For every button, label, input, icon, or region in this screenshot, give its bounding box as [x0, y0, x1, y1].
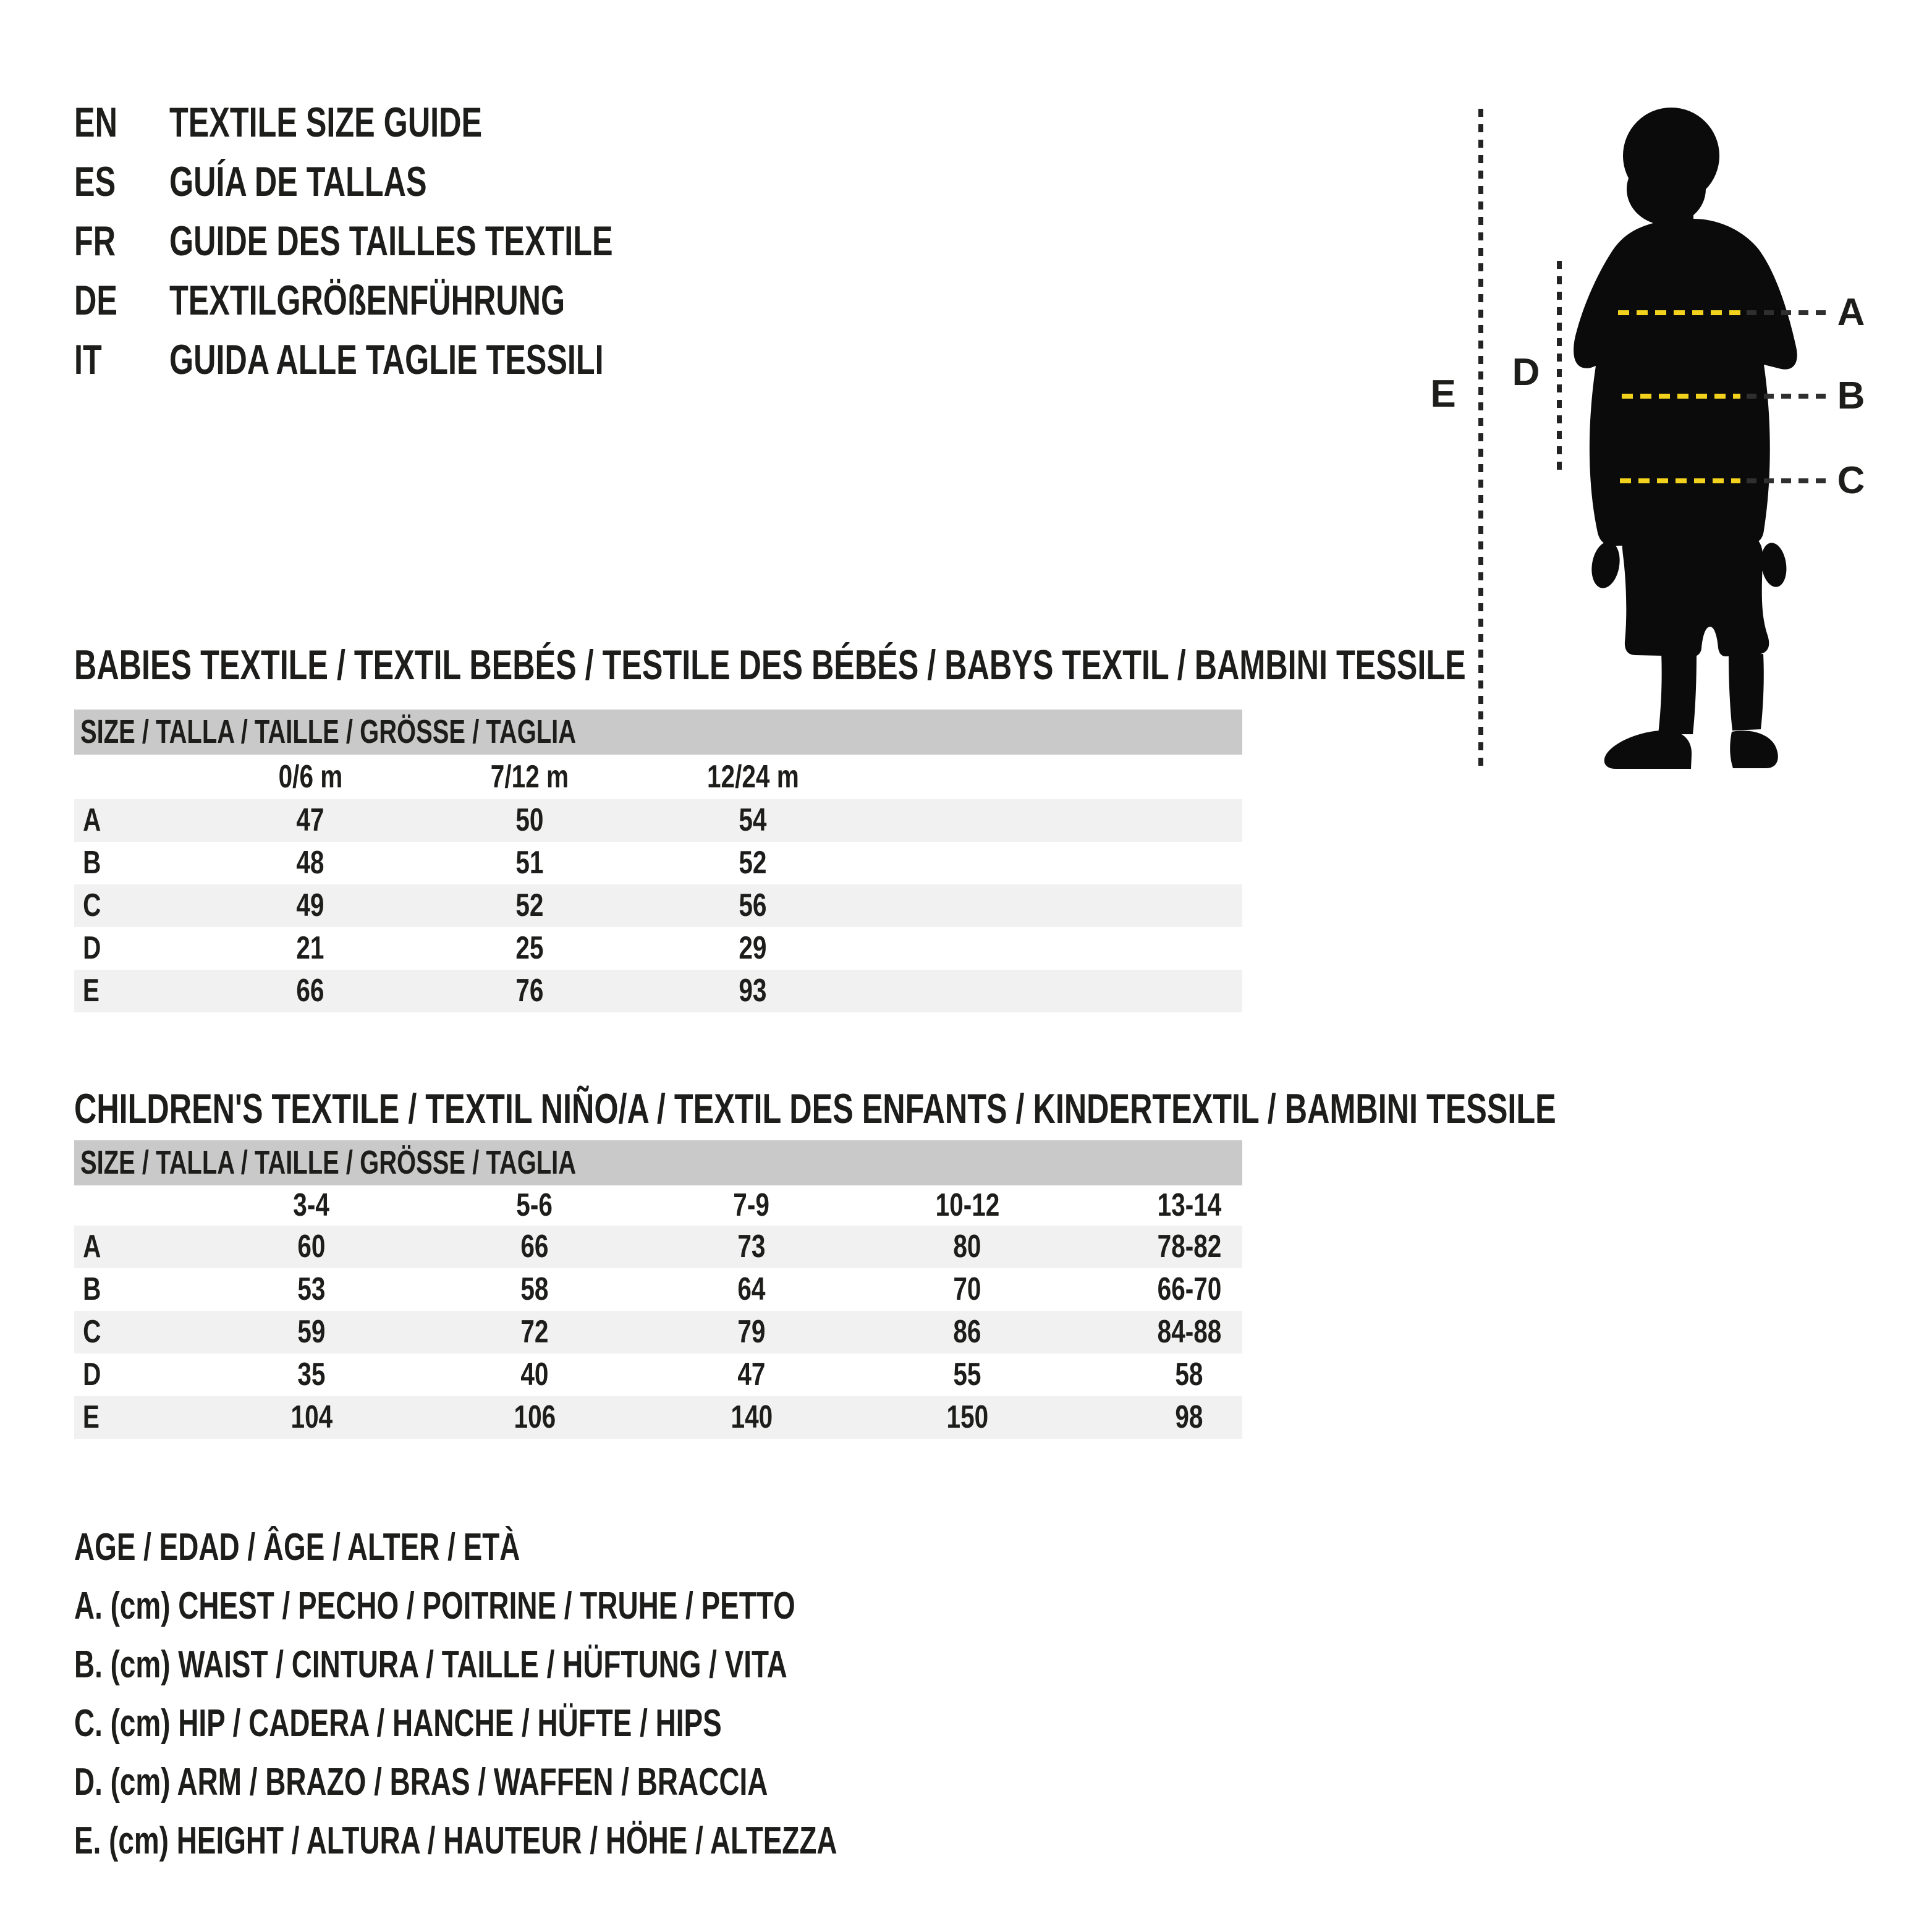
- language-row-de: [74, 271, 939, 330]
- language-title-list: [74, 93, 939, 389]
- language-code: IT: [74, 336, 102, 383]
- table-row: D 21 25 29: [83, 930, 767, 966]
- column-header: 7-9: [733, 1187, 770, 1223]
- measure-label-b: B: [1837, 375, 1865, 417]
- hip-measure-line-c-extension: [1747, 478, 1827, 483]
- column-header: 10-12: [935, 1187, 999, 1223]
- legend-line-chest: A. (cm) CHEST / PECHO / POITRINE / TRUHE / PETTO: [74, 1585, 795, 1627]
- children-column-headers: [74, 1185, 1242, 1226]
- hip-measure-line-c: [1620, 478, 1740, 483]
- column-header: 0/6 m: [278, 759, 342, 795]
- guide-title-fr: GUIDE DES TAILLES TEXTILE: [169, 218, 613, 265]
- language-row-en: [74, 93, 939, 152]
- measure-label-a: A: [1837, 291, 1865, 334]
- waist-measure-line-b-extension: [1747, 394, 1827, 399]
- column-header: 13-14: [1157, 1187, 1221, 1223]
- language-row-it: [74, 330, 939, 389]
- language-code: FR: [74, 218, 116, 265]
- table-row: B 48 51 52: [83, 845, 767, 881]
- legend-line-arm: D. (cm) ARM / BRAZO / BRAS / WAFFEN / BRACCIA: [74, 1761, 768, 1803]
- measure-label-c: C: [1837, 459, 1865, 502]
- babies-column-headers: [74, 755, 1242, 799]
- language-code: DE: [74, 277, 117, 324]
- children-section-title: CHILDREN'S TEXTILE / TEXTIL NIÑO/A / TEXTIL DES ENFANTS / KINDERTEXTIL / BAMBINI TESSILE: [74, 1085, 1556, 1132]
- chest-measure-line-a: [1618, 310, 1740, 315]
- table-row: C 59 72 79 86 84-88: [74, 1311, 1242, 1354]
- table-row: E 104 106 140 150 98: [74, 1396, 1242, 1439]
- table-row: C 49 52 56: [74, 884, 1242, 927]
- guide-title-es: GUÍA DE TALLAS: [169, 158, 427, 205]
- column-header: 5-6: [516, 1187, 553, 1223]
- legend-line-waist: B. (cm) WAIST / CINTURA / TAILLE / HÜFTUNG / VITA: [74, 1643, 787, 1686]
- language-row-fr: [74, 211, 939, 271]
- size-header-bar: SIZE / TALLA / TAILLE / GRÖSSE / TAGLIA: [74, 1140, 1242, 1185]
- table-row: E 66 76 93: [74, 970, 1242, 1012]
- measure-label-e: E: [1430, 373, 1456, 415]
- babies-section-title: BABIES TEXTILE / TEXTIL BEBÉS / TESTILE DES BÉBÉS / BABYS TEXTIL / BAMBINI TESSILE: [74, 642, 1466, 688]
- guide-title-it: GUIDA ALLE TAGLIE TESSILI: [169, 336, 604, 383]
- guide-title-de: TEXTILGRÖßENFÜHRUNG: [169, 277, 566, 324]
- guide-title-en: TEXTILE SIZE GUIDE: [169, 99, 483, 146]
- chest-measure-line-a-extension: [1747, 310, 1827, 315]
- measurement-legend: [74, 1518, 1187, 1870]
- language-code: ES: [74, 158, 116, 205]
- language-code: EN: [74, 99, 117, 146]
- babies-size-table: [74, 710, 1242, 1012]
- children-size-table: [74, 1140, 1242, 1439]
- child-silhouette-icon: [1570, 104, 1808, 773]
- legend-line-height: E. (cm) HEIGHT / ALTURA / HAUTEUR / HÖHE / ALTEZZA: [74, 1820, 837, 1862]
- language-row-es: [74, 152, 939, 211]
- size-header-bar: SIZE / TALLA / TAILLE / GRÖSSE / TAGLIA: [74, 710, 1242, 755]
- waist-measure-line-b: [1622, 394, 1740, 399]
- table-row: A 60 66 73 80 78-82: [74, 1226, 1242, 1268]
- arm-measure-line-d: [1557, 261, 1562, 471]
- table-row: B 53 58 64 70 66-70: [83, 1271, 1221, 1307]
- table-row: D 35 40 47 55 58: [83, 1357, 1203, 1392]
- table-row: A 47 50 54: [74, 799, 1242, 842]
- column-header: 7/12 m: [490, 759, 569, 795]
- legend-line-hip: C. (cm) HIP / CADERA / HANCHE / HÜFTE / HIPS: [74, 1702, 722, 1745]
- measure-label-d: D: [1512, 351, 1540, 394]
- column-header: 3-4: [293, 1187, 330, 1223]
- column-header: 12/24 m: [706, 759, 799, 795]
- legend-line-age: AGE / EDAD / ÂGE / ALTER / ETÀ: [74, 1526, 520, 1569]
